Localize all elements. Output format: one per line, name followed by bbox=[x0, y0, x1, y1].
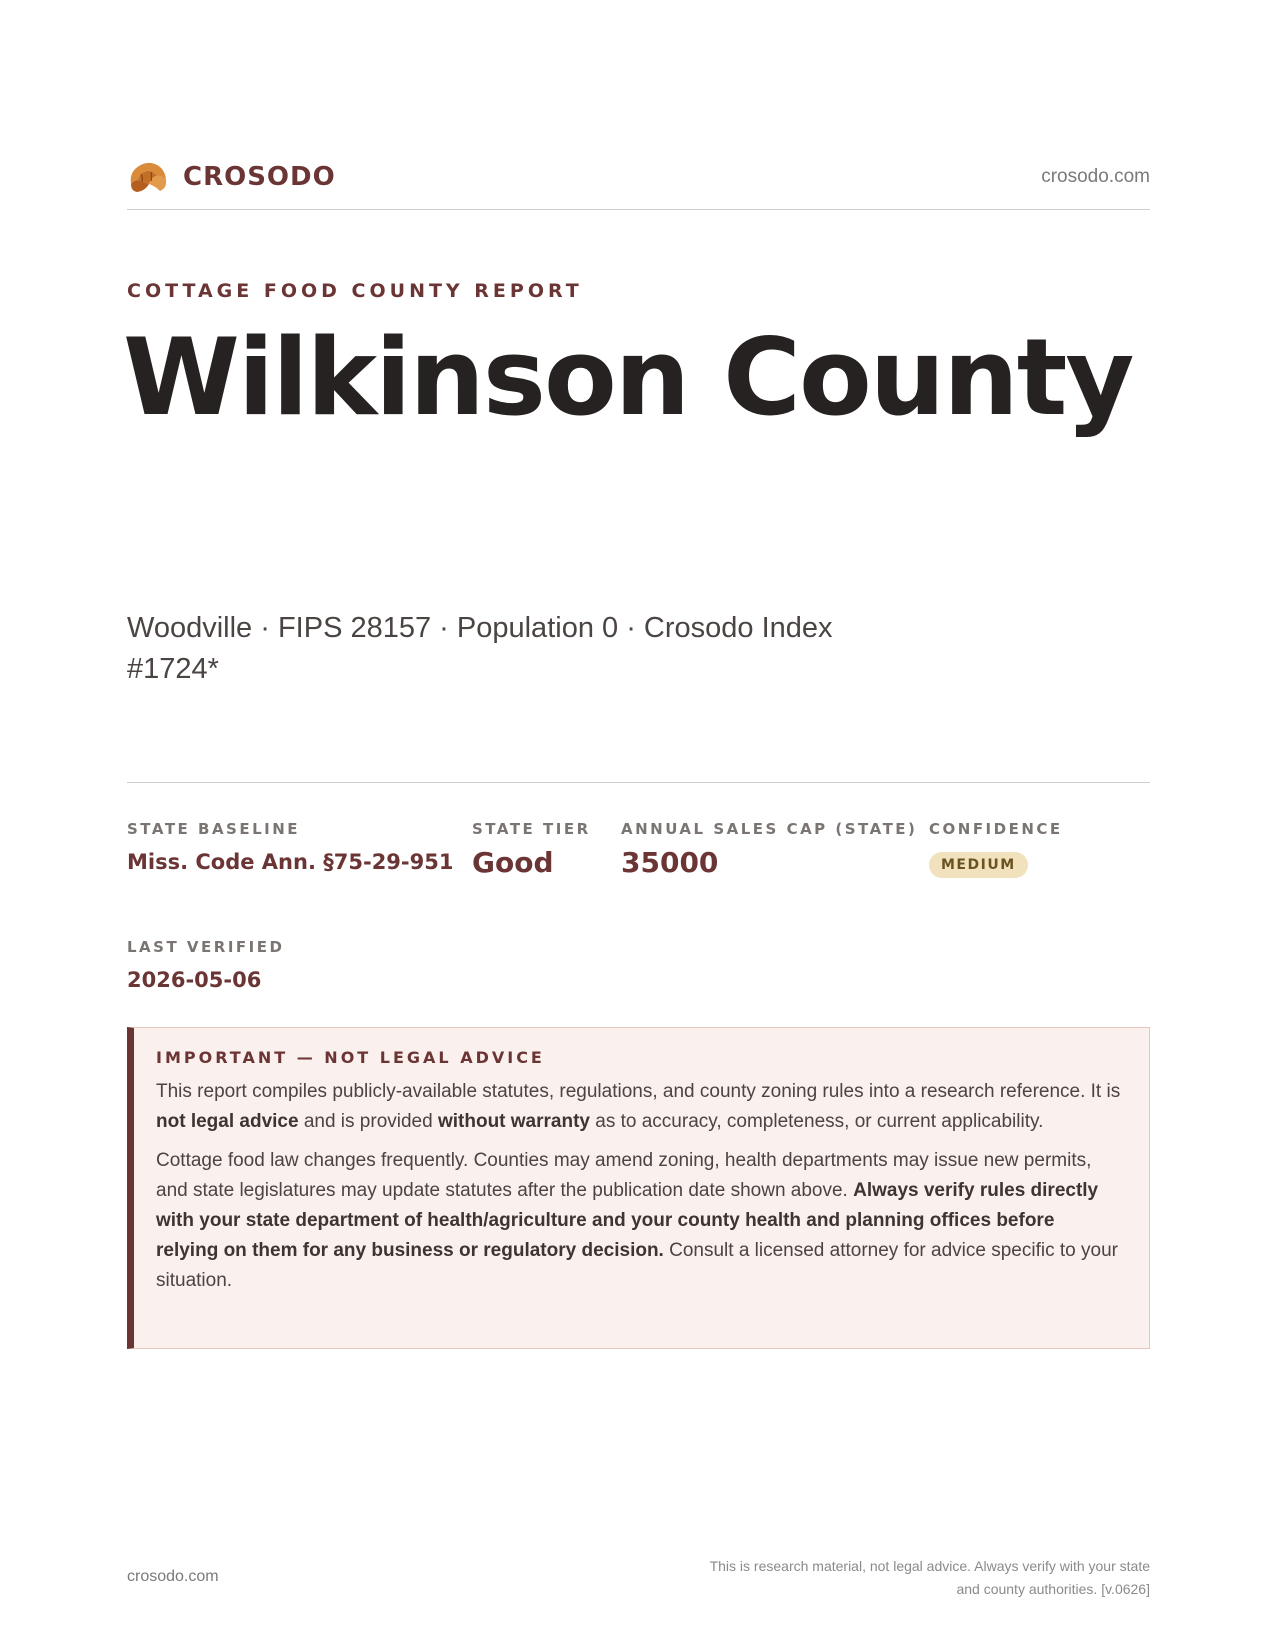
notice-title: IMPORTANT — NOT LEGAL ADVICE bbox=[156, 1048, 545, 1067]
notice-paragraph-1: This report compiles publicly-available statutes, regulations, and county zoning rules into a research reference. It is not legal advice and is provided without warranty as to accuracy, completeness, or current applicability. bbox=[156, 1081, 1121, 1132]
report-subtitle: Woodville · FIPS 28157 · Population 0 · Crosodo Index #1724* bbox=[127, 612, 833, 685]
stat-label: LAST VERIFIED bbox=[127, 938, 285, 956]
stat-state-baseline bbox=[127, 820, 453, 874]
confidence-badge: MEDIUM bbox=[929, 852, 1028, 878]
brand[interactable] bbox=[127, 158, 336, 196]
stat-confidence bbox=[929, 820, 1063, 878]
report-page bbox=[123, 0, 1150, 1650]
legal-notice-box bbox=[127, 1027, 1150, 1349]
stat-value: 2026-05-06 bbox=[127, 968, 262, 992]
stat-value: Good bbox=[472, 846, 554, 879]
notice-paragraph-2: Cottage food law changes frequently. Counties may amend zoning, health departments may issue new permits, and state legislatures may update statutes after the publication date shown above. Always verify rules directly with your state department of health/agriculture and your county health and planning offices before relying on them for any business or regulatory decision. Consult a licensed attorney for advice specific to your situation. bbox=[156, 1150, 1118, 1291]
stat-state-tier bbox=[472, 820, 591, 879]
stat-label: STATE BASELINE bbox=[127, 820, 301, 838]
stat-value: Miss. Code Ann. §75-29-951 bbox=[127, 850, 454, 874]
stat-label: CONFIDENCE bbox=[929, 820, 1063, 838]
brand-name: CROSODO bbox=[183, 162, 336, 192]
page-header bbox=[127, 158, 1150, 210]
section-divider bbox=[127, 782, 1150, 783]
stat-last-verified bbox=[127, 938, 284, 992]
footer-url-link[interactable]: crosodo.com bbox=[127, 1568, 219, 1585]
croissant-icon bbox=[127, 158, 169, 196]
stat-label: STATE TIER bbox=[472, 820, 591, 838]
report-eyebrow: COTTAGE FOOD COUNTY REPORT bbox=[127, 280, 583, 302]
footer-disclaimer-line-2: and county authorities. [v.0626] bbox=[956, 1581, 1150, 1597]
stat-label: ANNUAL SALES CAP (STATE) bbox=[621, 820, 918, 838]
header-url-link[interactable]: crosodo.com bbox=[1041, 166, 1150, 187]
page-title: Wilkinson County bbox=[123, 316, 1133, 439]
footer-disclaimer-line-1: This is research material, not legal advice. Always verify with your state bbox=[709, 1558, 1150, 1574]
footer-disclaimer bbox=[630, 1555, 1150, 1601]
stat-value: 35000 bbox=[621, 846, 719, 879]
stat-annual-sales-cap bbox=[621, 820, 917, 879]
